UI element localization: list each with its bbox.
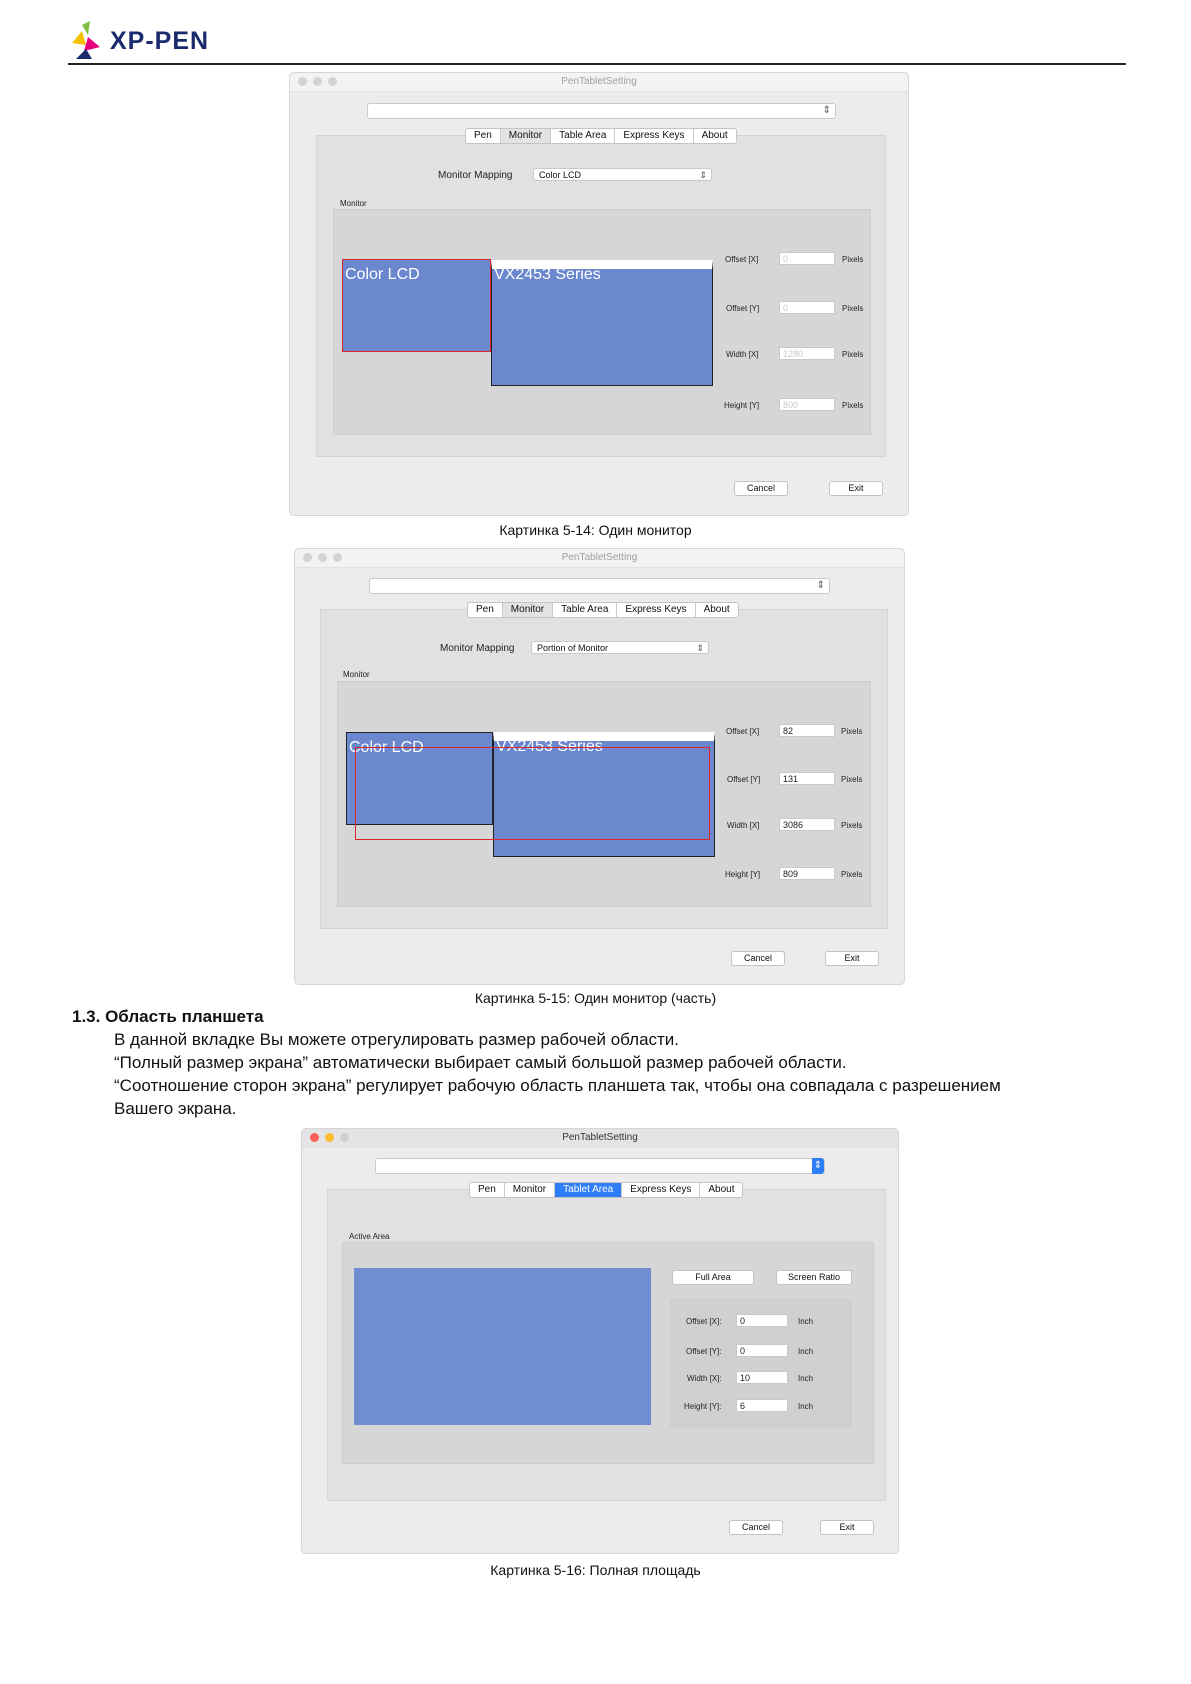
height-y-unit: Pixels (841, 870, 863, 879)
tab-bar (469, 1182, 743, 1198)
figure-caption: Картинка 5-16: Полная площадь (490, 1562, 701, 1578)
cancel-button[interactable]: Cancel (734, 481, 788, 496)
window-title: PenTabletSetting (561, 76, 637, 87)
settings-window-2 (294, 548, 905, 985)
height-y-input[interactable]: 809 (779, 867, 835, 880)
monitor-name: VX2453 Series (494, 266, 601, 283)
device-select[interactable] (367, 103, 836, 119)
paragraph-line: Вашего экрана. (114, 1099, 237, 1118)
tab-monitor[interactable]: Monitor (505, 1183, 555, 1197)
section-heading: 1.3. Область планшета (72, 1007, 264, 1026)
exit-button[interactable]: Exit (820, 1520, 874, 1535)
tab-table-area[interactable]: Table Area (551, 129, 615, 143)
monitor-group-label: Monitor (343, 670, 370, 679)
height-y-label: Height [Y] (725, 870, 761, 879)
offset-y-label: Offset [Y] (726, 304, 760, 313)
xp-pen-logo-icon (70, 21, 106, 61)
width-x-label: Width [X]: (687, 1374, 722, 1383)
full-area-button[interactable]: Full Area (672, 1270, 754, 1285)
height-y-input[interactable]: 800 (779, 398, 835, 411)
updown-chevron-icon: ⇕ (696, 643, 704, 653)
tab-monitor[interactable]: Monitor (503, 603, 553, 617)
active-area-label: Active Area (349, 1232, 390, 1241)
monitor-name: Color LCD (349, 739, 424, 756)
width-x-input[interactable]: 3086 (779, 818, 835, 831)
offset-x-unit: Pixels (842, 255, 864, 264)
tab-pen[interactable]: Pen (466, 129, 501, 143)
paragraph-line: В данной вкладке Вы можете отрегулировать размер рабочей области. (114, 1030, 680, 1049)
window-titlebar (302, 1129, 898, 1148)
window-title: PenTabletSetting (562, 1132, 638, 1143)
updown-chevron-icon: ⇕ (816, 580, 825, 591)
updown-chevron-icon: ⇕ (699, 170, 707, 180)
offset-y-label: Offset [Y] (727, 775, 761, 784)
tab-express-keys[interactable]: Express Keys (622, 1183, 700, 1197)
tab-table-area[interactable]: Table Area (553, 603, 617, 617)
header-divider (68, 63, 1126, 65)
mapped-area-indicator (355, 747, 710, 840)
tab-monitor[interactable]: Monitor (501, 129, 551, 143)
width-x-unit: Pixels (841, 821, 863, 830)
paragraph-line: “Полный размер экрана” автоматически выбирает самый большой размер рабочей области. (114, 1053, 847, 1072)
offset-x-input[interactable]: 0 (779, 252, 835, 265)
height-y-label: Height [Y] (724, 401, 760, 410)
mapped-area-indicator (342, 259, 491, 352)
width-x-unit: Inch (798, 1374, 814, 1383)
paragraph-line: “Соотношение сторон экрана” регулирует рабочую область планшета так, чтобы она совпадала с разрешением (114, 1076, 1001, 1095)
width-x-label: Width [X] (726, 350, 759, 359)
brand-name: XP-PEN (110, 26, 210, 55)
monitor-mapping-select[interactable] (533, 168, 712, 181)
offset-y-input[interactable]: 0 (736, 1344, 788, 1357)
offset-x-label: Offset [X] (726, 727, 760, 736)
width-x-input[interactable]: 10 (736, 1371, 788, 1384)
tab-express-keys[interactable]: Express Keys (617, 603, 695, 617)
tab-tablet-area[interactable]: Tablet Area (555, 1183, 622, 1197)
offset-x-label: Offset [X] (725, 255, 759, 264)
tab-about[interactable]: About (708, 1184, 735, 1195)
offset-y-input[interactable]: 0 (779, 301, 835, 314)
offset-y-label: Offset [Y]: (686, 1347, 722, 1356)
settings-window-3 (301, 1128, 899, 1554)
tab-bar (467, 602, 739, 618)
tab-pen[interactable]: Pen (468, 603, 503, 617)
width-x-unit: Pixels (842, 350, 864, 359)
figure-caption: Картинка 5-15: Один монитор (часть) (474, 990, 717, 1006)
tab-bar (465, 128, 737, 144)
monitor-mapping-value: Color LCD (539, 170, 582, 180)
figure-caption: Картинка 5-14: Один монитор (499, 522, 692, 538)
exit-button[interactable]: Exit (829, 481, 883, 496)
height-y-input[interactable]: 6 (736, 1399, 788, 1412)
tablet-active-area[interactable] (354, 1268, 651, 1425)
updown-chevron-icon: ⇕ (812, 1158, 824, 1174)
cancel-button[interactable]: Cancel (729, 1520, 783, 1535)
width-x-input[interactable]: 1280 (779, 347, 835, 360)
monitor-group-label: Monitor (340, 199, 367, 208)
tab-about[interactable]: About (703, 604, 730, 615)
device-select[interactable] (375, 1158, 825, 1174)
device-select[interactable] (369, 578, 830, 594)
offset-x-unit: Pixels (841, 727, 863, 736)
height-y-unit: Inch (798, 1402, 814, 1411)
height-y-unit: Pixels (842, 401, 864, 410)
tab-about[interactable]: About (701, 130, 728, 141)
settings-window-1 (289, 72, 909, 516)
tab-express-keys[interactable]: Express Keys (615, 129, 693, 143)
monitor-mapping-value: Portion of Monitor (537, 643, 609, 653)
offset-x-input[interactable]: 82 (779, 724, 835, 737)
offset-y-unit: Pixels (841, 775, 863, 784)
monitor-mapping-label: Monitor Mapping (440, 643, 515, 654)
tab-pen[interactable]: Pen (470, 1183, 505, 1197)
offset-x-unit: Inch (798, 1317, 814, 1326)
offset-x-input[interactable]: 0 (736, 1314, 788, 1327)
cancel-button[interactable]: Cancel (731, 951, 785, 966)
monitor-name: VX2453 Series (496, 738, 603, 755)
offset-y-unit: Pixels (842, 304, 864, 313)
width-x-label: Width [X] (727, 821, 760, 830)
height-y-label: Height [Y]: (684, 1402, 722, 1411)
monitor-mapping-select[interactable] (531, 641, 709, 654)
exit-button[interactable]: Exit (825, 951, 879, 966)
offset-y-input[interactable]: 131 (779, 772, 835, 785)
monitor-name: Color LCD (345, 266, 420, 283)
screen-ratio-button[interactable]: Screen Ratio (776, 1270, 852, 1285)
window-titlebar (290, 73, 908, 92)
monitor-vx2453[interactable] (491, 260, 713, 386)
updown-chevron-icon: ⇕ (822, 105, 831, 116)
window-titlebar (295, 549, 904, 568)
window-title: PenTabletSetting (561, 552, 638, 563)
brand-logo (70, 20, 209, 62)
monitor-mapping-label: Monitor Mapping (438, 170, 513, 181)
offset-y-unit: Inch (798, 1347, 814, 1356)
offset-x-label: Offset [X]: (686, 1317, 722, 1326)
